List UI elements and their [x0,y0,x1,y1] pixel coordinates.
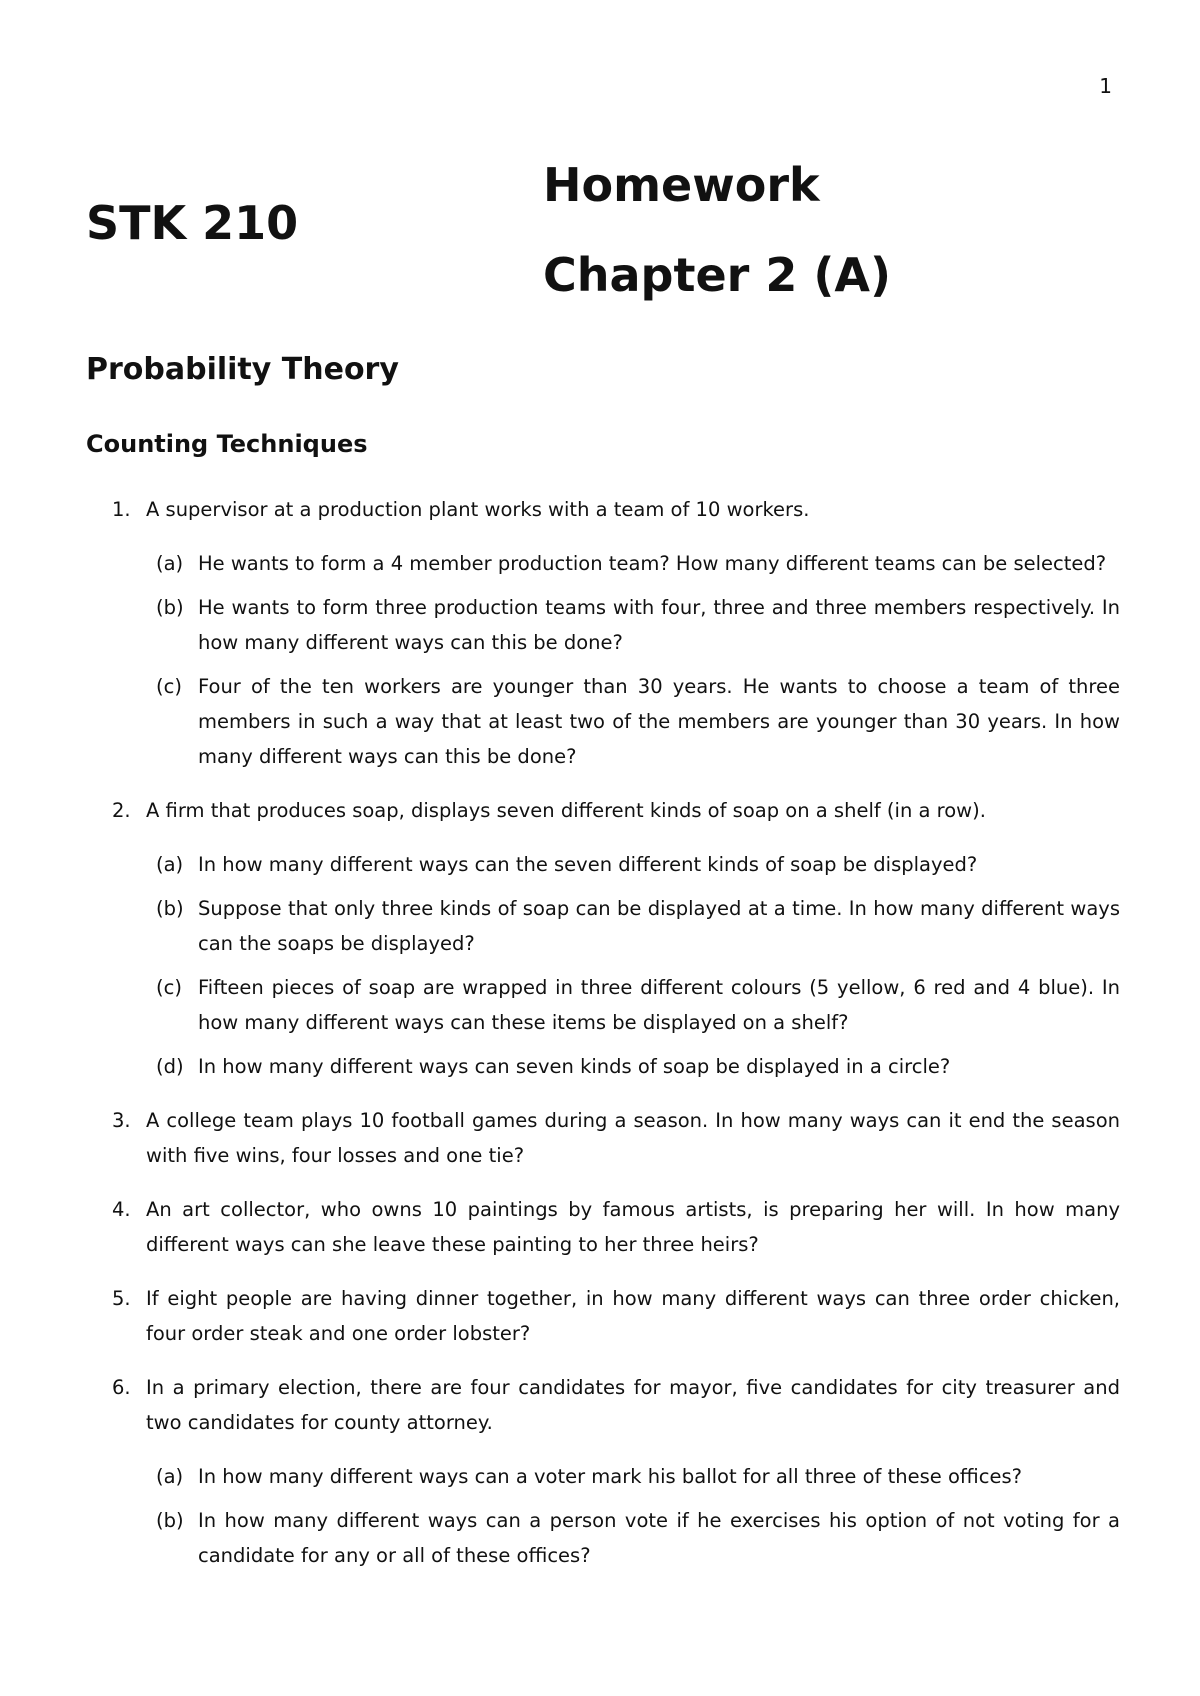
part-text: Four of the ten workers are younger than 30 years. He wants to choose a team of three members in such a way that at least two of the members are younger than 30 years. In how many different ways can this be done? [198,675,1120,768]
subsection-title: Counting Techniques [86,430,368,458]
problem-number: 5. [112,1287,131,1310]
problem-1 [86,492,1120,774]
part-text: In how many different ways can a person vote if he exercises his option of not voting for a candidate for any or all of these offices? [198,1509,1120,1567]
part-text: In how many different ways can a voter mark his ballot for all three of these offices? [198,1465,1022,1488]
part-text: In how many different ways can the seven different kinds of soap be displayed? [198,853,978,876]
homework-title: Homework [543,158,820,212]
part-label: (a) [156,552,184,575]
part-item [146,546,1120,581]
problem-text: If eight people are having dinner together, in how many different ways can three order chicken, four order steak and one order lobster? [146,1287,1120,1345]
section-title: Probability Theory [86,352,399,387]
problem-3 [86,1103,1120,1173]
problem-number: 4. [112,1198,131,1221]
problem-text: A firm that produces soap, displays seven different kinds of soap on a shelf (in a row). [146,799,986,822]
part-label: (b) [156,897,184,920]
part-item [146,970,1120,1040]
part-label: (b) [156,596,184,619]
part-item [146,1049,1120,1084]
part-label: (c) [156,976,182,999]
problem-number: 3. [112,1109,131,1132]
part-label: (b) [156,1509,184,1532]
problem-5 [86,1281,1120,1351]
part-list [146,546,1120,774]
problem-2 [86,793,1120,1084]
part-list [146,847,1120,1084]
part-item [146,669,1120,774]
problem-list [86,492,1120,1592]
part-label: (d) [156,1055,184,1078]
part-label: (a) [156,1465,184,1488]
part-text: He wants to form a 4 member production team? How many different teams can be selected? [198,552,1107,575]
page-number: 1 [1099,74,1112,98]
problem-number: 2. [112,799,131,822]
part-text: Suppose that only three kinds of soap can be displayed at a time. In how many different ways can the soaps be displayed? [198,897,1120,955]
part-label: (a) [156,853,184,876]
part-item [146,1503,1120,1573]
course-code: STK 210 [86,196,299,250]
part-label: (c) [156,675,182,698]
problem-number: 1. [112,498,131,521]
problem-text: A college team plays 10 football games during a season. In how many ways can it end the season with five wins, four losses and one tie? [146,1109,1120,1167]
problem-6 [86,1370,1120,1573]
problem-text: A supervisor at a production plant works with a team of 10 workers. [146,498,810,521]
part-text: He wants to form three production teams with four, three and three members respectively. In how many different ways can this be done? [198,596,1120,654]
problem-4 [86,1192,1120,1262]
chapter-title: Chapter 2 (A) [543,248,892,302]
part-list [146,1459,1120,1573]
part-item [146,1459,1120,1494]
part-item [146,847,1120,882]
part-item [146,590,1120,660]
part-text: Fifteen pieces of soap are wrapped in three different colours (5 yellow, 6 red and 4 blue). In how many different ways can these items be displayed on a shelf? [198,976,1120,1034]
problem-number: 6. [112,1376,131,1399]
part-text: In how many different ways can seven kinds of soap be displayed in a circle? [198,1055,951,1078]
part-item [146,891,1120,961]
problem-text: In a primary election, there are four candidates for mayor, five candidates for city treasurer and two candidates for county attorney. [146,1376,1120,1434]
problem-text: An art collector, who owns 10 paintings by famous artists, is preparing her will. In how many different ways can she leave these painting to her three heirs? [146,1198,1120,1256]
